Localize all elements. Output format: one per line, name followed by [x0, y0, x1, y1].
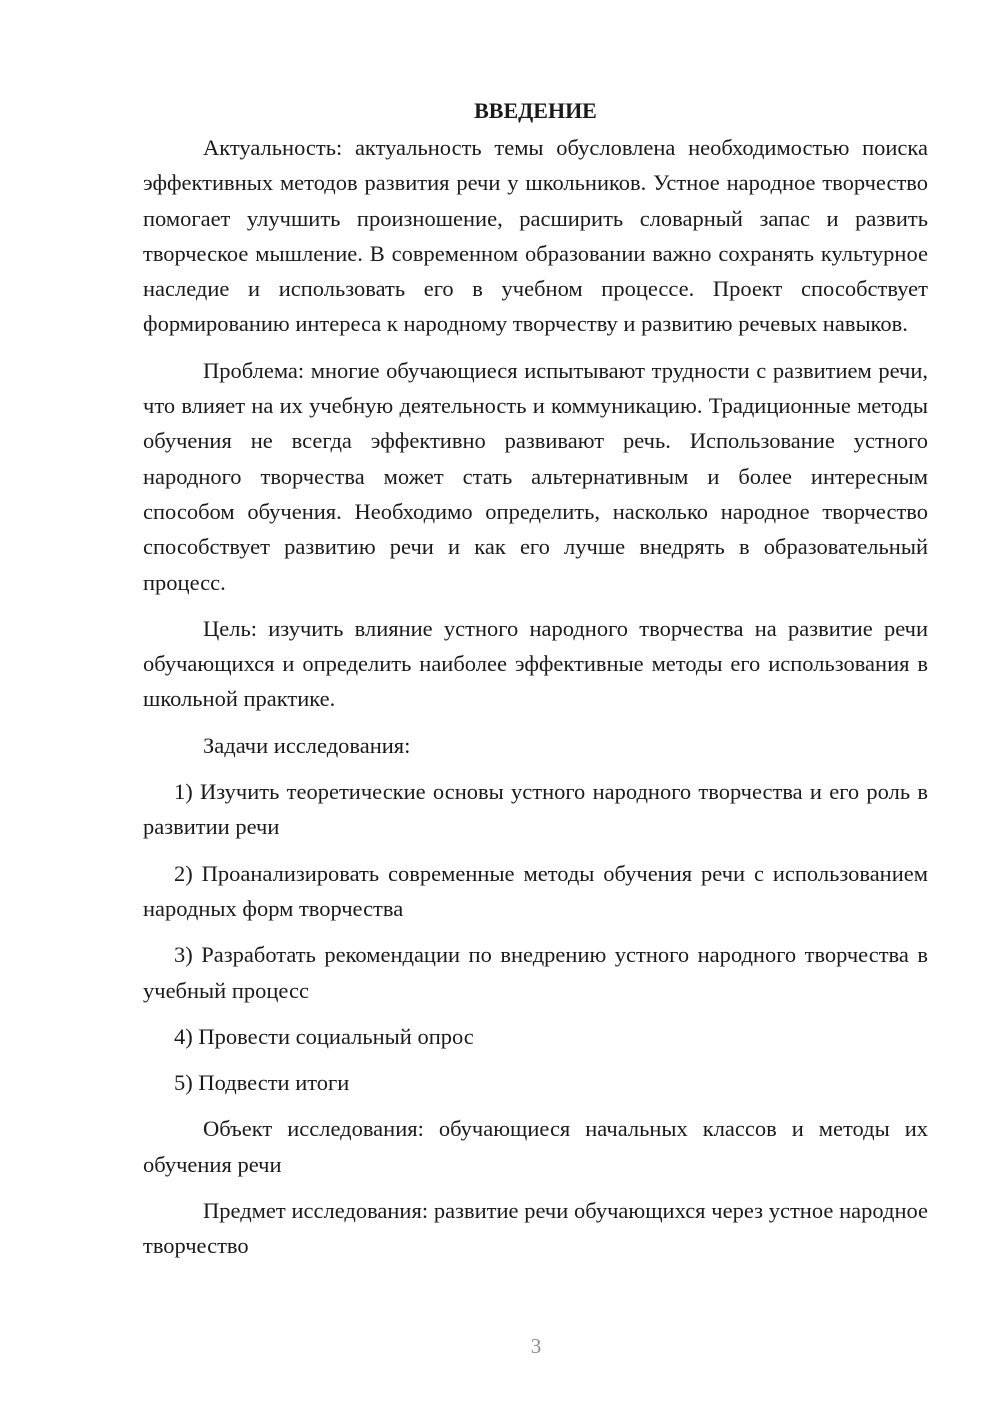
document-page — [143, 96, 928, 1264]
subject-paragraph: Предмет исследования: развитие речи обучающихся через устное народное творчество — [143, 1198, 928, 1259]
task-item-2: 2) Проанализировать современные методы обучения речи с использованием народных форм творчества — [143, 860, 928, 921]
relevance-paragraph: Актуальность: актуальность темы обусловлена необходимостью поиска эффективных методов развития речи у школьников. Устное народное творчество помогает улучшить произношение, расширить словарный запас и развить творческое мышление. В современном образовании важно сохранять культурное наследие и использовать его в учебном процессе. Проект способствует формированию интереса к народному творчеству и развитию речевых навыков. — [143, 135, 928, 337]
task-item-3: 3) Разработать рекомендации по внедрению устного народного творчества в учебный процесс — [143, 942, 928, 1003]
task-item-5: 5) Подвести итоги — [174, 1070, 350, 1096]
problem-paragraph: Проблема: многие обучающиеся испытывают трудности с развитием речи, что влияет на их учебную деятельность и коммуникацию. Традиционные методы обучения не всегда эффективно развивают речь. Использование устного народного творчества может стать альтернативным и более интересным способом обучения. Необходимо определить, насколько народное творчество способствует развитию речи и как его лучше внедрять в образовательный процесс. — [143, 357, 928, 595]
section-heading: ВВЕДЕНИЕ — [474, 98, 597, 123]
page-number: 3 — [530, 1334, 542, 1358]
object-paragraph: Объект исследования: обучающиеся начальных классов и методы их обучения речи — [143, 1116, 928, 1177]
task-item-1: 1) Изучить теоретические основы устного народного творчества и его роль в развитии речи — [143, 779, 928, 840]
goal-paragraph: Цель: изучить влияние устного народного творчества на развитие речи обучающихся и определить наиболее эффективные методы его использования в школьной практике. — [143, 615, 928, 712]
tasks-title: Задачи исследования: — [203, 732, 411, 758]
task-item-4: 4) Провести социальный опрос — [174, 1023, 474, 1049]
